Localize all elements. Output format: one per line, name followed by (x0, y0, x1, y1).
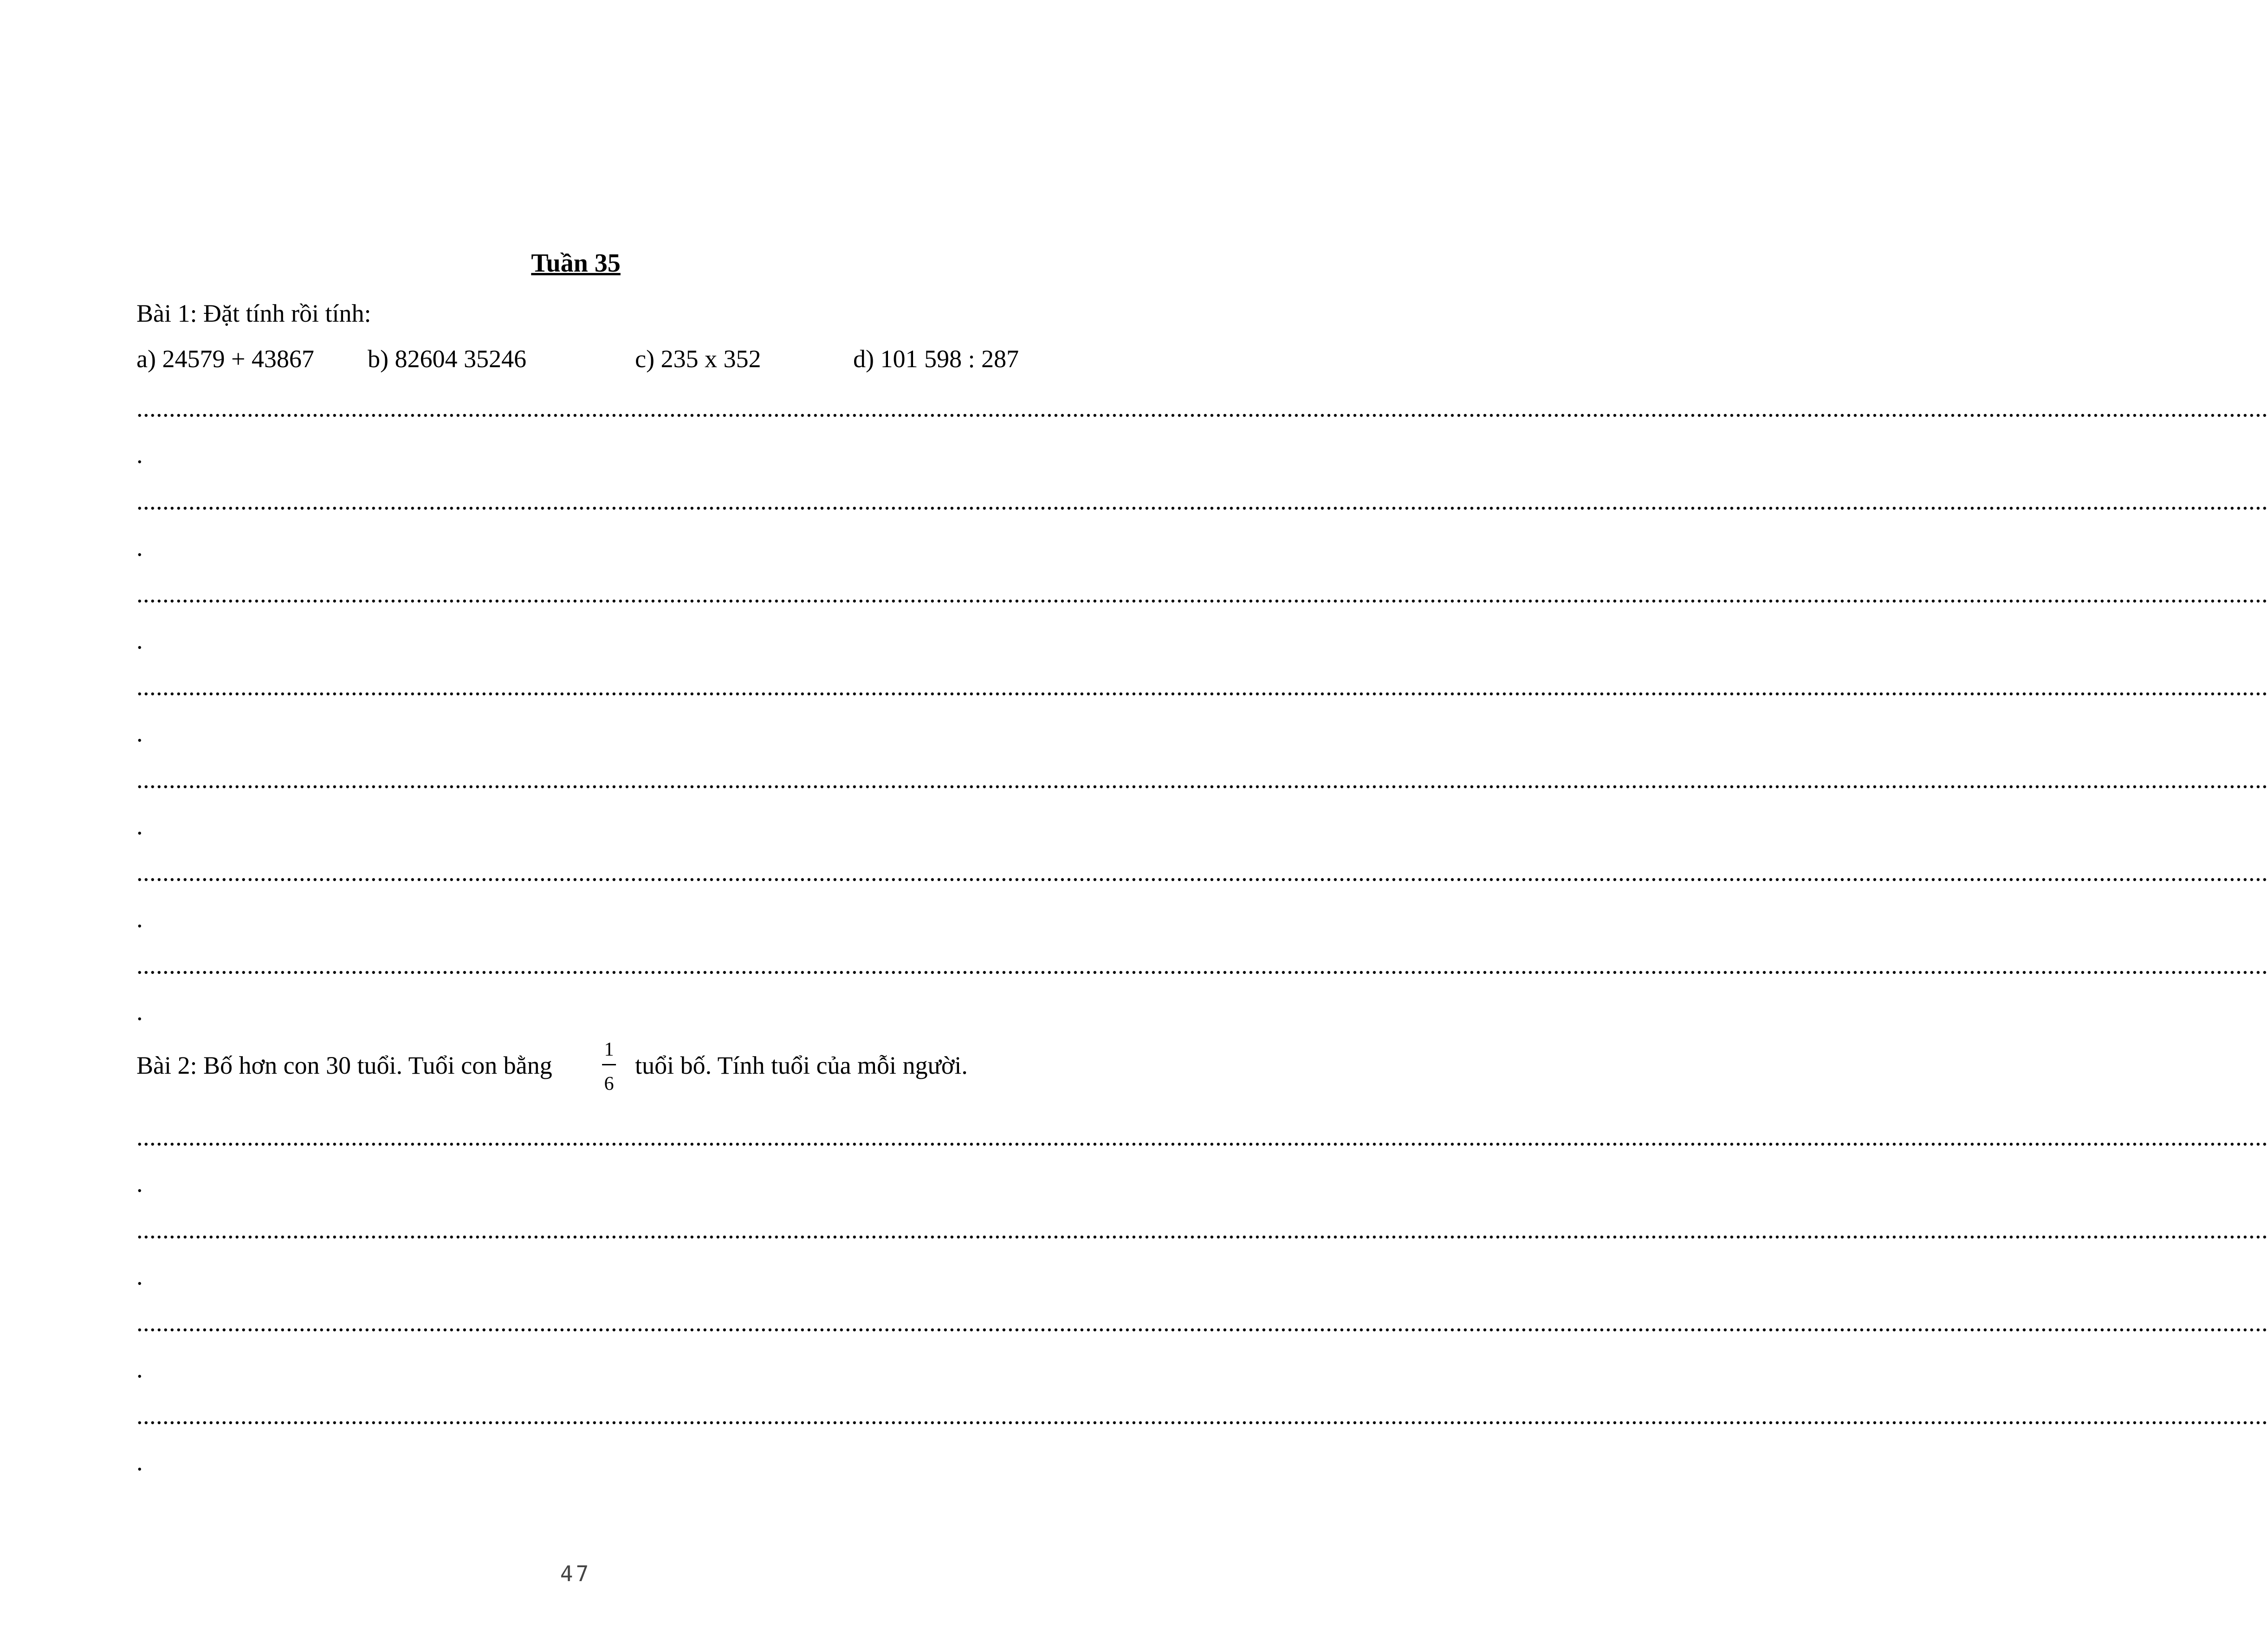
answer-line-end: . (136, 905, 143, 933)
page-number: 47 (560, 1561, 592, 1586)
exercise-2-heading-start: Bài 2: Bố hơn con 30 tuổi. Tuổi con bằng (136, 1051, 552, 1079)
fraction-numerator: 1 (604, 1039, 614, 1060)
answer-line-end: . (136, 1355, 143, 1383)
answer-line-end: . (136, 441, 143, 468)
answer-line[interactable]: ........................................................................................................................................................................................................................................................................................................................................ (136, 1123, 2268, 1151)
fraction-bar (602, 1064, 616, 1065)
answer-line[interactable]: ........................................................................................................................................................................................................................................................................................................................................ (136, 580, 2268, 608)
answer-line-end: . (136, 998, 143, 1025)
answer-line[interactable]: ........................................................................................................................................................................................................................................................................................................................................ (136, 1309, 2268, 1336)
exercise-2-heading-end: tuổi bố. Tính tuổi của mỗi người. (635, 1051, 968, 1079)
answer-line-end: . (136, 1448, 143, 1476)
exercise-1-part-d: d) 101 598 : 287 (853, 345, 1019, 373)
page-title: Tuần 35 (531, 249, 621, 278)
answer-line[interactable]: ........................................................................................................................................................................................................................................................................................................................................ (136, 1401, 2268, 1429)
exercise-1-part-a: a) 24579 + 43867 (136, 345, 314, 373)
answer-line[interactable]: ........................................................................................................................................................................................................................................................................................................................................ (136, 673, 2268, 700)
answer-line[interactable]: ........................................................................................................................................................................................................................................................................................................................................ (136, 394, 2268, 422)
exercise-1-part-c: c) 235 x 352 (635, 345, 761, 373)
answer-line[interactable]: ........................................................................................................................................................................................................................................................................................................................................ (136, 487, 2268, 515)
fraction-denominator: 6 (604, 1073, 614, 1095)
answer-line[interactable]: ........................................................................................................................................................................................................................................................................................................................................ (136, 951, 2268, 979)
exercise-1-part-b: b) 82604 35246 (368, 345, 526, 373)
answer-line-end: . (136, 1169, 143, 1197)
answer-line-end: . (136, 1262, 143, 1290)
exercise-1-heading: Bài 1: Đặt tính rồi tính: (136, 299, 371, 327)
answer-line[interactable]: ........................................................................................................................................................................................................................................................................................................................................ (136, 858, 2268, 886)
answer-line-end: . (136, 626, 143, 654)
answer-line-end: . (136, 812, 143, 840)
answer-line-end: . (136, 533, 143, 561)
answer-line-end: . (136, 719, 143, 747)
answer-line[interactable]: ........................................................................................................................................................................................................................................................................................................................................ (136, 1216, 2268, 1244)
answer-line[interactable]: ........................................................................................................................................................................................................................................................................................................................................ (136, 765, 2268, 793)
